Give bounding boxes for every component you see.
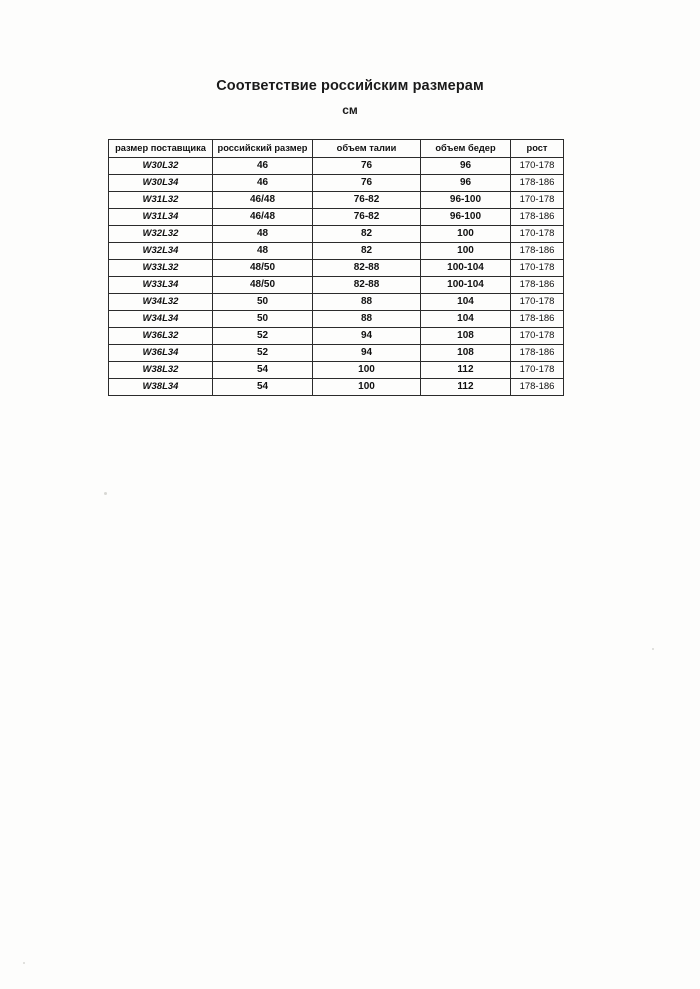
page-title: Соответствие российским размерам bbox=[216, 78, 484, 94]
paper-speck bbox=[23, 962, 25, 964]
cell-supplier-size: W34L34 bbox=[109, 311, 213, 328]
cell-hips: 112 bbox=[421, 362, 511, 379]
table-row bbox=[109, 260, 564, 277]
table-header-row bbox=[109, 140, 564, 158]
cell-russian-size: 54 bbox=[213, 379, 313, 396]
cell-supplier-size: W36L32 bbox=[109, 328, 213, 345]
cell-supplier-size: W31L34 bbox=[109, 209, 213, 226]
cell-supplier-size: W32L32 bbox=[109, 226, 213, 243]
cell-hips: 96 bbox=[421, 175, 511, 192]
table-row bbox=[109, 226, 564, 243]
cell-height: 178-186 bbox=[511, 243, 564, 260]
table-row bbox=[109, 277, 564, 294]
cell-waist: 82-88 bbox=[313, 260, 421, 277]
cell-supplier-size: W34L32 bbox=[109, 294, 213, 311]
cell-hips: 100 bbox=[421, 243, 511, 260]
table-row bbox=[109, 209, 564, 226]
cell-waist: 82-88 bbox=[313, 277, 421, 294]
cell-hips: 108 bbox=[421, 345, 511, 362]
cell-height: 170-178 bbox=[511, 226, 564, 243]
cell-russian-size: 48 bbox=[213, 243, 313, 260]
cell-russian-size: 52 bbox=[213, 328, 313, 345]
cell-waist: 76-82 bbox=[313, 209, 421, 226]
cell-waist: 94 bbox=[313, 328, 421, 345]
table-row bbox=[109, 175, 564, 192]
cell-height: 178-186 bbox=[511, 345, 564, 362]
cell-waist: 88 bbox=[313, 294, 421, 311]
table-row bbox=[109, 362, 564, 379]
cell-hips: 108 bbox=[421, 328, 511, 345]
cell-supplier-size: W36L34 bbox=[109, 345, 213, 362]
cell-waist: 100 bbox=[313, 379, 421, 396]
cell-height: 170-178 bbox=[511, 192, 564, 209]
cell-russian-size: 46/48 bbox=[213, 209, 313, 226]
table-body bbox=[109, 158, 564, 396]
cell-waist: 100 bbox=[313, 362, 421, 379]
cell-supplier-size: W38L32 bbox=[109, 362, 213, 379]
cell-russian-size: 46 bbox=[213, 175, 313, 192]
column-header-russian-size: российский размер bbox=[213, 140, 313, 158]
paper-speck bbox=[652, 648, 654, 650]
cell-supplier-size: W38L34 bbox=[109, 379, 213, 396]
paper-speck bbox=[104, 492, 107, 495]
table-row bbox=[109, 192, 564, 209]
cell-waist: 82 bbox=[313, 243, 421, 260]
cell-hips: 96 bbox=[421, 158, 511, 175]
table-row bbox=[109, 328, 564, 345]
cell-russian-size: 46/48 bbox=[213, 192, 313, 209]
cell-russian-size: 50 bbox=[213, 311, 313, 328]
cell-height: 178-186 bbox=[511, 277, 564, 294]
cell-supplier-size: W31L32 bbox=[109, 192, 213, 209]
size-chart-table bbox=[108, 139, 564, 396]
cell-hips: 100-104 bbox=[421, 260, 511, 277]
cell-hips: 100-104 bbox=[421, 277, 511, 294]
cell-height: 178-186 bbox=[511, 379, 564, 396]
column-header-supplier-size: размер поставщика bbox=[109, 140, 213, 158]
column-header-waist: объем талии bbox=[313, 140, 421, 158]
cell-russian-size: 48/50 bbox=[213, 277, 313, 294]
cell-hips: 96-100 bbox=[421, 209, 511, 226]
cell-waist: 76 bbox=[313, 175, 421, 192]
cell-supplier-size: W33L32 bbox=[109, 260, 213, 277]
cell-height: 178-186 bbox=[511, 175, 564, 192]
cell-height: 170-178 bbox=[511, 294, 564, 311]
cell-hips: 96-100 bbox=[421, 192, 511, 209]
cell-hips: 104 bbox=[421, 311, 511, 328]
cell-supplier-size: W30L34 bbox=[109, 175, 213, 192]
cell-supplier-size: W32L34 bbox=[109, 243, 213, 260]
column-header-hips: объем бедер bbox=[421, 140, 511, 158]
table-row bbox=[109, 379, 564, 396]
cell-height: 178-186 bbox=[511, 209, 564, 226]
cell-russian-size: 48 bbox=[213, 226, 313, 243]
size-chart-container bbox=[108, 139, 563, 396]
cell-height: 170-178 bbox=[511, 328, 564, 345]
cell-hips: 104 bbox=[421, 294, 511, 311]
column-header-height: рост bbox=[511, 140, 564, 158]
cell-russian-size: 48/50 bbox=[213, 260, 313, 277]
cell-russian-size: 52 bbox=[213, 345, 313, 362]
table-row bbox=[109, 311, 564, 328]
cell-waist: 82 bbox=[313, 226, 421, 243]
cell-height: 170-178 bbox=[511, 158, 564, 175]
cell-height: 178-186 bbox=[511, 311, 564, 328]
cell-height: 170-178 bbox=[511, 260, 564, 277]
table-row bbox=[109, 294, 564, 311]
cell-waist: 76-82 bbox=[313, 192, 421, 209]
cell-waist: 88 bbox=[313, 311, 421, 328]
unit-label: см bbox=[342, 103, 358, 117]
cell-waist: 76 bbox=[313, 158, 421, 175]
table-row bbox=[109, 345, 564, 362]
cell-russian-size: 46 bbox=[213, 158, 313, 175]
cell-hips: 100 bbox=[421, 226, 511, 243]
cell-waist: 94 bbox=[313, 345, 421, 362]
table-row bbox=[109, 158, 564, 175]
cell-supplier-size: W30L32 bbox=[109, 158, 213, 175]
cell-hips: 112 bbox=[421, 379, 511, 396]
cell-height: 170-178 bbox=[511, 362, 564, 379]
table-row bbox=[109, 243, 564, 260]
cell-supplier-size: W33L34 bbox=[109, 277, 213, 294]
cell-russian-size: 50 bbox=[213, 294, 313, 311]
cell-russian-size: 54 bbox=[213, 362, 313, 379]
